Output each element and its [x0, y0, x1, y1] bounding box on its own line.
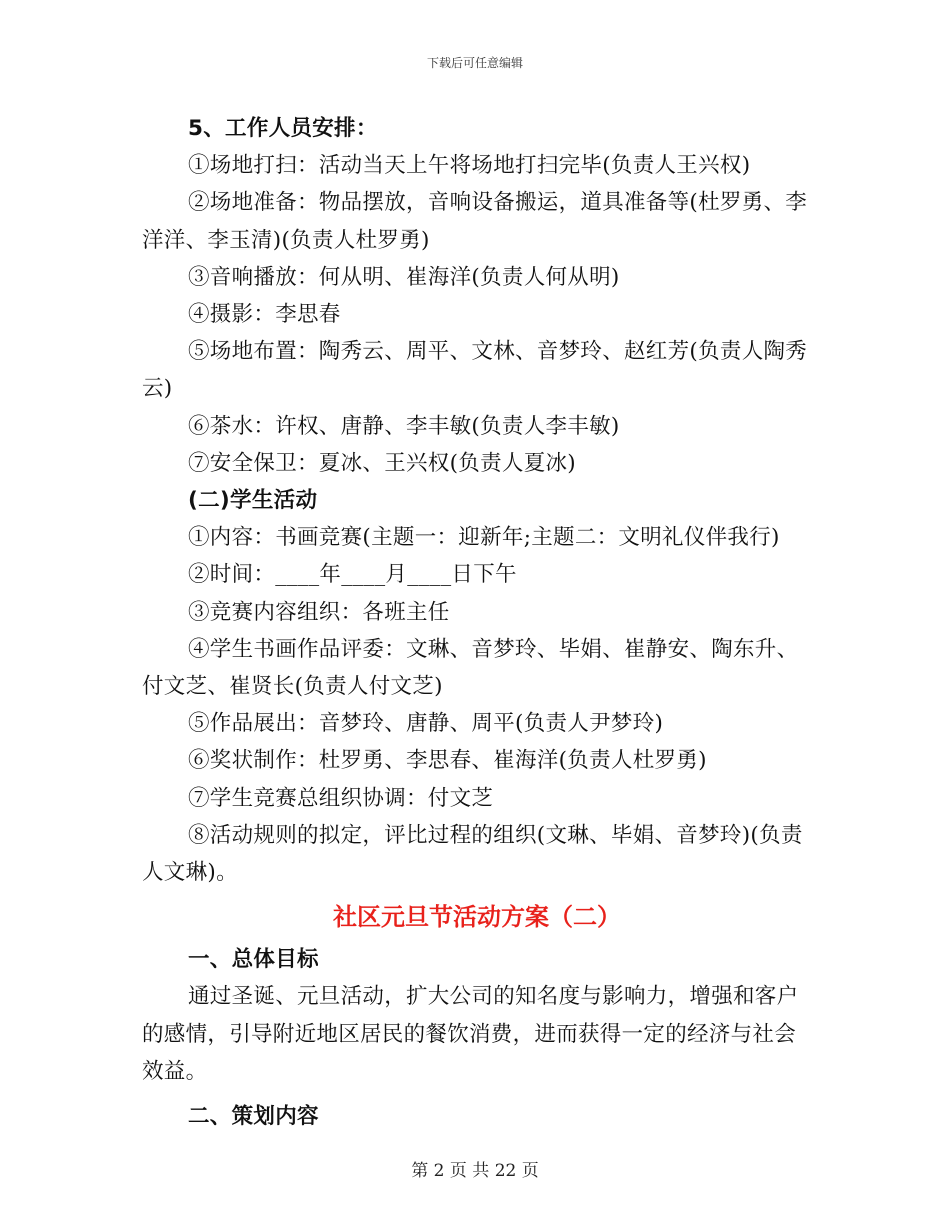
- student-item-3: ③竞赛内容组织：各班主任: [188, 599, 450, 625]
- student-item-6: ⑥奖状制作：杜罗勇、李思春、崔海洋(负责人杜罗勇): [188, 748, 707, 774]
- student-item-4: ④学生书画作品评委：文琳、音梦玲、毕娟、崔静安、陶东升、付文芝、崔贤长(负责人付文芝): [142, 636, 799, 700]
- staff-heading: 5、工作人员安排：: [188, 116, 378, 141]
- section-title: 社区元旦节活动方案（二）: [333, 903, 621, 932]
- staff-item-3: ③音响播放：何从明、崔海洋(负责人何从明): [188, 264, 620, 290]
- staff-item-6: ⑥茶水：许权、唐静、李丰敏(负责人李丰敏): [188, 413, 620, 439]
- student-activity-heading: (二)学生活动: [188, 488, 318, 514]
- page-footer: 第 2 页 共 22 页: [411, 1161, 539, 1181]
- student-item-7: ⑦学生竞赛总组织协调：付文芝: [188, 785, 494, 811]
- student-item-5: ⑤作品展出：音梦玲、唐静、周平(负责人尹梦玲): [188, 711, 664, 737]
- staff-item-4: ④摄影：李思春: [188, 302, 341, 328]
- staff-item-5: ⑤场地布置：陶秀云、周平、文林、音梦玲、赵红芳(负责人陶秀云): [142, 339, 808, 402]
- goal-heading: 一、总体目标: [188, 947, 319, 973]
- staff-item-7: ⑦安全保卫：夏冰、王兴权(负责人夏冰): [188, 450, 576, 476]
- staff-item-2: ②场地准备：物品摆放，音响设备搬运，道具准备等(杜罗勇、李洋洋、李玉清)(负责人杜罗勇): [142, 190, 808, 253]
- student-item-1: ①内容：书画竞赛(主题一：迎新年;主题二：文明礼仪伴我行): [188, 525, 780, 551]
- page-header: 下载后可任意编辑: [426, 56, 523, 70]
- plan-heading: 二、策划内容: [188, 1104, 319, 1130]
- staff-item-1: ①场地打扫：活动当天上午将场地打扫完毕(负责人王兴权): [188, 153, 751, 179]
- student-item-8: ⑧活动规则的拟定，评比过程的组织(文琳、毕娟、音梦玲)(负责人文琳)。: [142, 822, 803, 886]
- document-body: [142, 110, 812, 1135]
- goal-paragraph: 通过圣诞、元旦活动，扩大公司的知名度与影响力，增强和客户的感情，引导附近地区居民的餐饮消费，进而获得一定的经济与社会效益。: [142, 984, 799, 1084]
- student-item-2: ②时间：____年____月____日下午: [188, 562, 517, 588]
